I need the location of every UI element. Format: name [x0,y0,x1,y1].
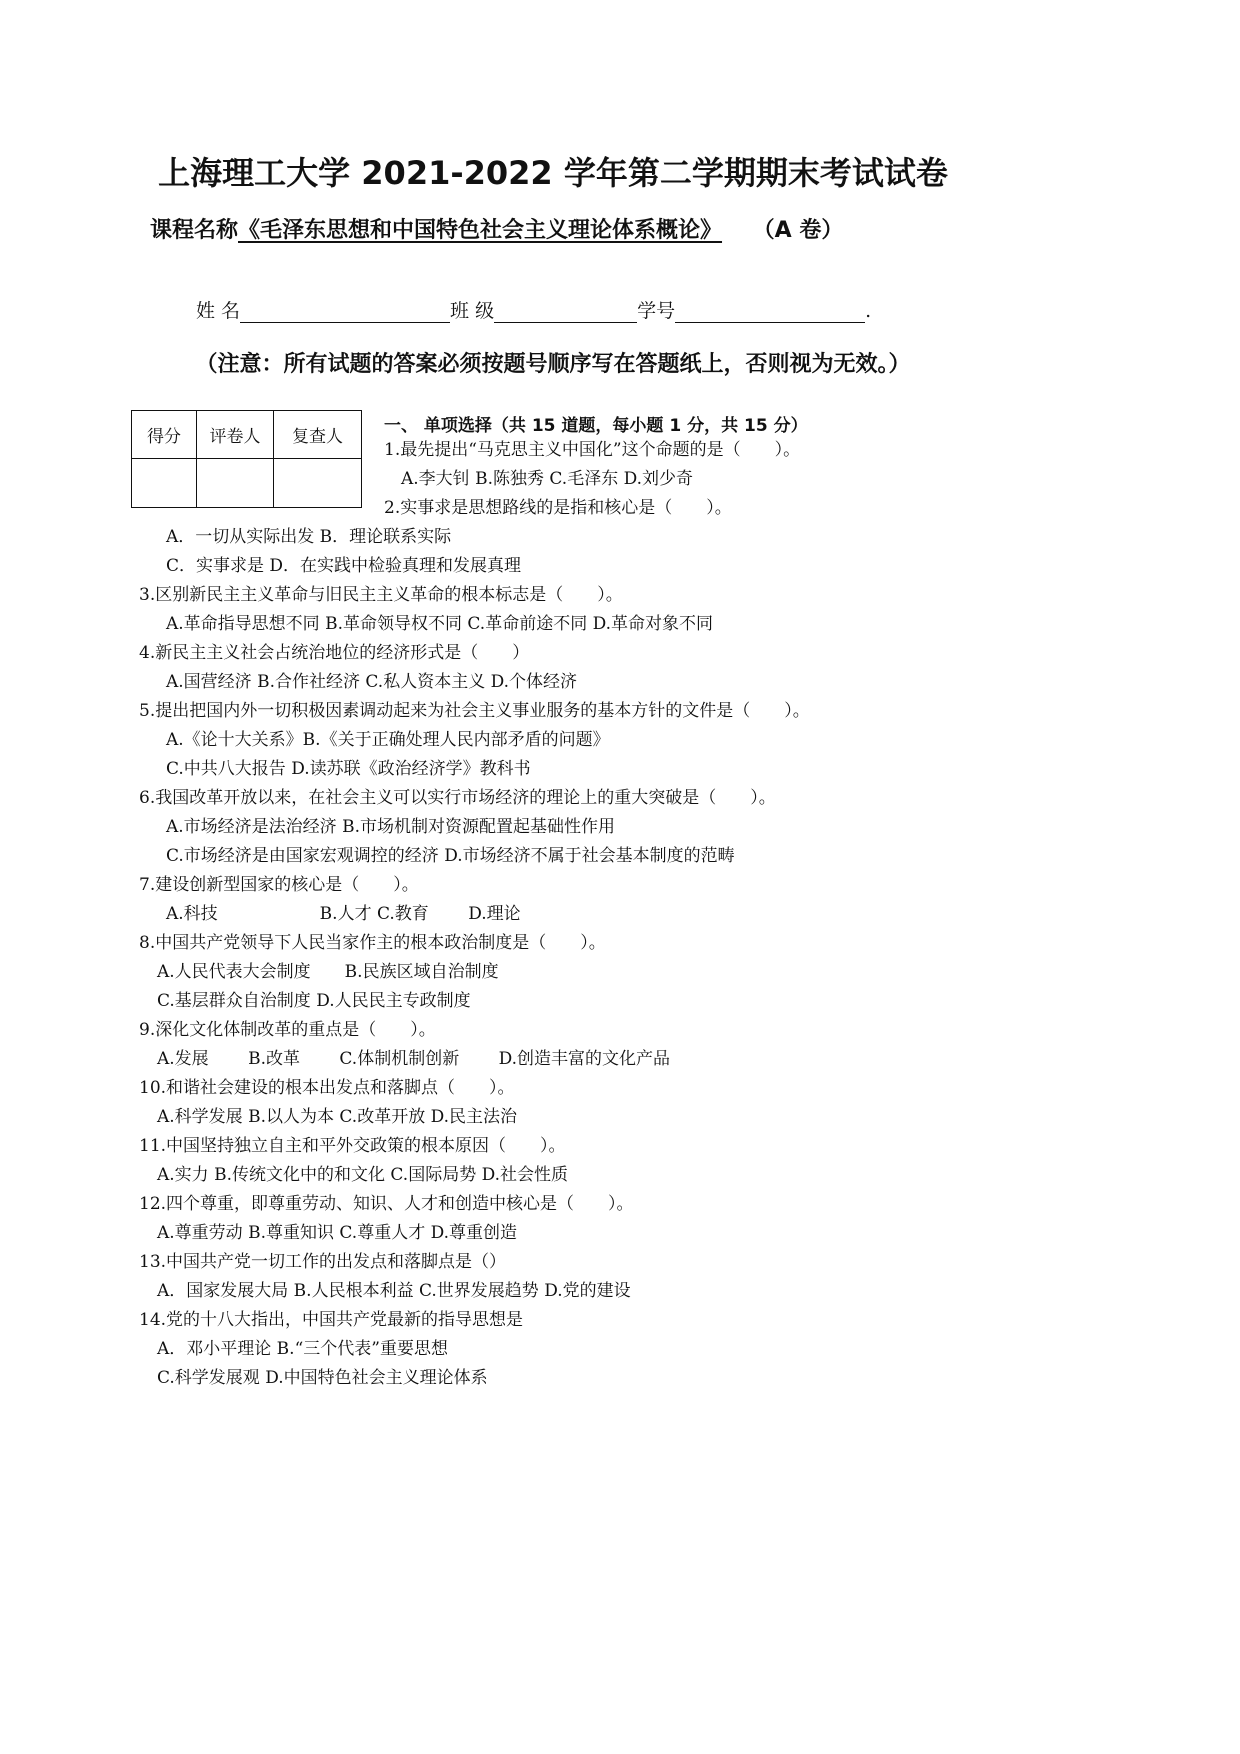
score-header: 得分 [132,411,197,459]
question-8: 8.中国共产党领导下人民当家作主的根本政治制度是（ ）。 [139,933,606,953]
section-title: 一、 单项选择（共 15 道题，每小题 1 分，共 15 分） [384,416,808,436]
question-14: 14.党的十八大指出，中国共产党最新的指导思想是 [139,1310,524,1330]
question-4: 4.新民主主义社会占统治地位的经济形式是（ ） [139,643,530,663]
question-6-options-b: C.市场经济是由国家宏观调控的经济 D.市场经济不属于社会基本制度的范畴 [166,846,735,866]
question-10-options: A.科学发展 B.以人为本 C.改革开放 D.民主法治 [157,1107,518,1127]
grader-cell[interactable] [197,459,274,508]
student-id-label: 学号 [637,300,676,322]
course-line [150,213,843,244]
score-table-entry-row [132,459,362,508]
question-13-options: A．国家发展大局 B.人民根本利益 C.世界发展趋势 D.党的建设 [157,1281,631,1301]
class-label: 班 级 [450,300,495,322]
end-mark: . [865,300,872,322]
question-14-options-a: A．邓小平理论 B.“三个代表”重要思想 [157,1339,448,1359]
question-6: 6.我国改革开放以来，在社会主义可以实行市场经济的理论上的重大突破是（ ）。 [139,788,776,808]
question-11-options: A.实力 B.传统文化中的和文化 C.国际局势 D.社会性质 [157,1165,569,1185]
question-5-options-b: C.中共八大报告 D.读苏联《政治经济学》教科书 [166,759,531,779]
question-5-options-a: A.《论十大关系》B.《关于正确处理人民内部矛盾的问题》 [166,730,610,750]
score-table [131,410,362,508]
question-13: 13.中国共产党一切工作的出发点和落脚点是（） [139,1252,507,1272]
question-1: 1.最先提出“马克思主义中国化”这个命题的是（ ）。 [384,440,801,460]
question-2: 2.实事求是思想路线的是指和核心是（ ）。 [384,498,732,518]
name-label: 姓 名 [196,300,241,322]
question-7: 7.建设创新型国家的核心是（ ）。 [139,875,419,895]
paper-type: （A 卷） [752,218,844,243]
course-name: 《毛泽东思想和中国特色社会主义理论体系概论》 [238,218,723,243]
exam-notice: （注意：所有试题的答案必须按题号顺序写在答题纸上，否则视为无效。） [195,352,911,377]
question-14-options-b: C.科学发展观 D.中国特色社会主义理论体系 [157,1368,488,1388]
question-8-options-b: C.基层群众自治制度 D.人民民主专政制度 [157,991,471,1011]
student-id-blank[interactable] [675,300,865,323]
question-7-options: A.科技 B.人才 C.教育 D.理论 [166,904,521,924]
question-3-options: A.革命指导思想不同 B.革命领导权不同 C.革命前途不同 D.革命对象不同 [166,614,714,634]
question-3: 3.区别新民主主义革命与旧民主主义革命的根本标志是（ ）。 [139,585,623,605]
question-6-options-a: A.市场经济是法治经济 B.市场机制对资源配置起基础性作用 [166,817,615,837]
question-2-options-b: C．实事求是 D．在实践中检验真理和发展真理 [166,556,522,576]
reviewer-header: 复查人 [274,411,362,459]
course-label: 课程名称 [150,218,239,243]
question-10: 10.和谐社会建设的根本出发点和落脚点（ ）。 [139,1078,515,1098]
student-info-line [196,296,871,323]
question-2-options-a: A．一切从实际出发 B．理论联系实际 [166,527,452,547]
question-9-options: A.发展 B.改革 C.体制机制创新 D.创造丰富的文化产品 [157,1049,671,1069]
name-blank[interactable] [240,300,450,323]
question-1-options: A.李大钊 B.陈独秀 C.毛泽东 D.刘少奇 [401,469,694,489]
question-9: 9.深化文化体制改革的重点是（ ）。 [139,1020,436,1040]
question-4-options: A.国营经济 B.合作社经济 C.私人资本主义 D.个体经济 [166,672,578,692]
score-cell[interactable] [132,459,197,508]
question-5: 5.提出把国内外一切积极因素调动起来为社会主义事业服务的基本方针的文件是（ ）。 [139,701,810,721]
grader-header: 评卷人 [197,411,274,459]
reviewer-cell[interactable] [274,459,362,508]
score-table-header-row [132,411,362,459]
question-8-options-a: A.人民代表大会制度 B.民族区域自治制度 [157,962,499,982]
question-12: 12.四个尊重，即尊重劳动、知识、人才和创造中核心是（ ）。 [139,1194,634,1214]
class-blank[interactable] [494,300,637,323]
question-11: 11.中国坚持独立自主和平外交政策的根本原因（ ）。 [139,1136,566,1156]
question-12-options: A.尊重劳动 B.尊重知识 C.尊重人才 D.尊重创造 [157,1223,518,1243]
exam-title: 上海理工大学 2021-2022 学年第二学期期末考试试卷 [158,154,948,192]
